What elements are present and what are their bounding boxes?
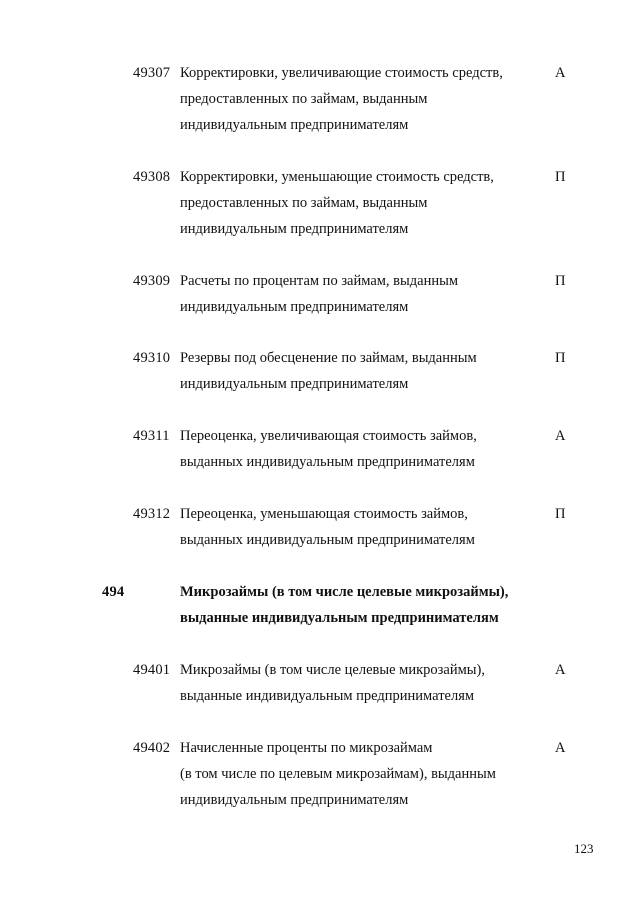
account-entry-49309 [0,268,640,320]
account-description-line: Переоценка, увеличивающая стоимость займов, [180,428,477,444]
account-description-line: Корректировки, уменьшающие стоимость средств, [180,169,494,185]
account-description-line: предоставленных по займам, выданным [180,91,428,107]
account-description-line: Расчеты по процентам по займам, выданным [180,273,459,289]
account-code: 49402 [133,740,171,756]
section-heading-494 [0,579,640,631]
account-type-mark: П [555,506,566,522]
account-description-line: (в том числе по целевым микрозаймам), выданным [180,766,496,782]
account-description-line: индивидуальным предпринимателям [180,117,409,133]
account-entry-49310 [0,345,640,397]
account-code: 49307 [133,65,171,81]
section-title-line: выданные индивидуальным предпринимателям [180,610,499,626]
page-number: 123 [574,841,594,856]
account-description-line: Резервы под обесценение по займам, выданным [180,350,477,366]
account-description-line: выданные индивидуальным предпринимателям [180,688,475,704]
account-description-line: Микрозаймы (в том числе целевые микрозаймы), [180,662,485,678]
account-description-line: Начисленные проценты по микрозаймам [180,740,433,756]
account-entry-49308 [0,164,640,242]
account-description-line: выданных индивидуальным предпринимателям [180,454,475,470]
account-description-line: индивидуальным предпринимателям [180,221,409,237]
account-entry-49307 [0,60,640,138]
account-description-line: Корректировки, увеличивающие стоимость средств, [180,65,503,81]
account-type-mark: А [555,428,566,444]
account-description-line: предоставленных по займам, выданным [180,195,428,211]
account-description-line: Переоценка, уменьшающая стоимость займов, [180,506,468,522]
account-code: 49311 [133,428,170,444]
account-description-line: индивидуальным предпринимателям [180,376,409,392]
section-code: 494 [102,584,125,600]
account-type-mark: А [555,65,566,81]
account-entry-49401 [0,657,640,709]
account-code: 49401 [133,662,171,678]
account-type-mark: П [555,273,566,289]
account-code: 49310 [133,350,171,366]
account-entry-49312 [0,501,640,553]
account-type-mark: П [555,169,566,185]
account-code: 49309 [133,273,171,289]
account-description-line: индивидуальным предпринимателям [180,792,409,808]
account-description-line: выданных индивидуальным предпринимателям [180,532,475,548]
section-title-line: Микрозаймы (в том числе целевые микрозаймы), [180,584,509,600]
account-code: 49312 [133,506,171,522]
account-type-mark: А [555,740,566,756]
account-entry-49311 [0,423,640,475]
account-type-mark: А [555,662,566,678]
account-description-line: индивидуальным предпринимателям [180,299,409,315]
account-type-mark: П [555,350,566,366]
account-entry-49402 [0,735,640,813]
account-code: 49308 [133,169,171,185]
